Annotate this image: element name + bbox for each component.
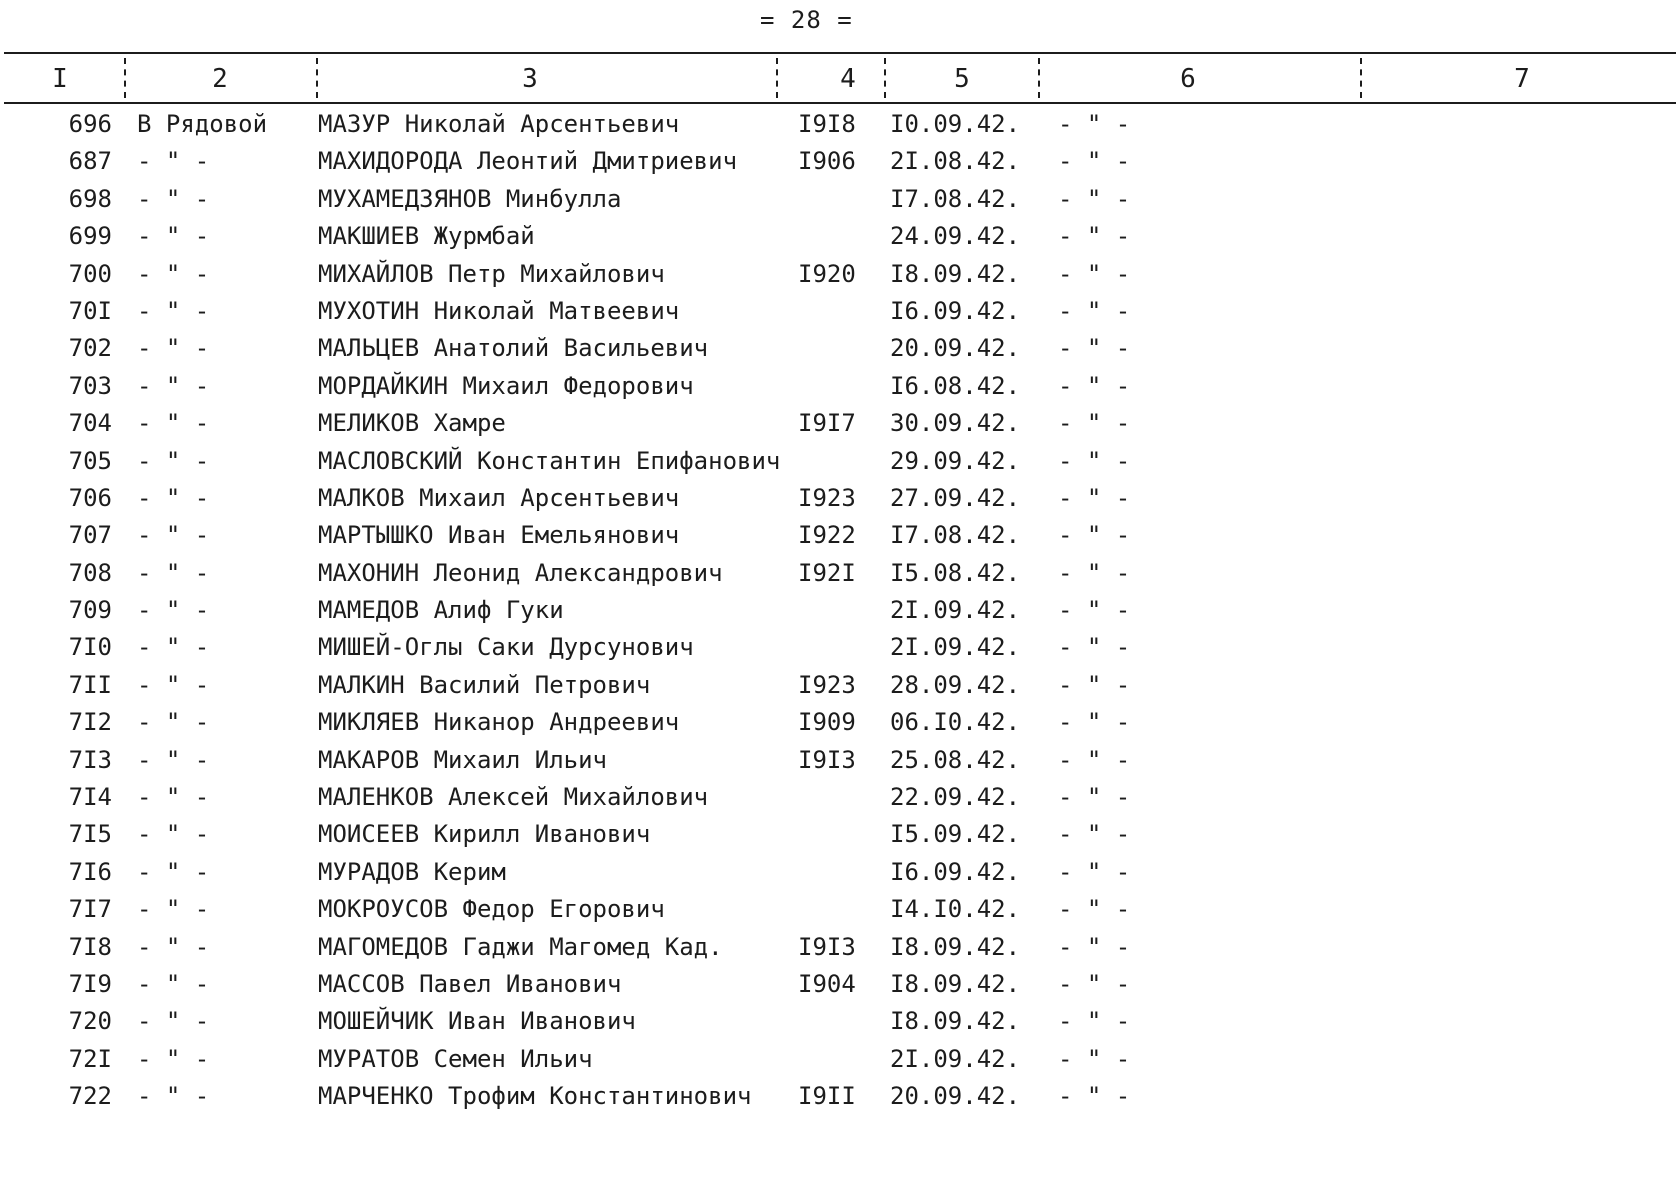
row-col6: - " -: [1058, 409, 1131, 438]
row-date: I0.09.42.: [890, 110, 1021, 138]
row-col6: - " -: [1058, 558, 1131, 587]
row-col6: - " -: [1058, 334, 1131, 363]
header-col-6: 6: [1180, 64, 1196, 94]
row-number: 7I3: [68, 745, 112, 774]
row-col6: - " -: [1058, 596, 1131, 625]
row-rank: - " -: [137, 222, 210, 251]
row-col6: - " -: [1058, 969, 1131, 998]
row-date: I8.09.42.: [890, 969, 1021, 998]
table-row: [0, 929, 1680, 966]
row-col6: - " -: [1058, 147, 1131, 176]
row-col6: - " -: [1058, 820, 1131, 849]
row-name: МАЗУР Николай Арсентьевич: [318, 110, 680, 138]
table-row: [0, 742, 1680, 779]
row-number: 700: [68, 259, 112, 288]
row-rank: - " -: [137, 371, 210, 400]
row-date: 2I.09.42.: [890, 1044, 1021, 1073]
row-number: 72I: [68, 1044, 112, 1073]
row-name: МАХОНИН Леонид Александрович: [318, 558, 723, 587]
row-date: I8.09.42.: [890, 1007, 1021, 1036]
row-rank: - " -: [137, 708, 210, 737]
row-number: 708: [68, 558, 112, 587]
row-birth-year: I9I3: [798, 745, 856, 774]
table-row: [0, 405, 1680, 442]
row-number: 702: [68, 334, 112, 363]
row-name: МАЛКОВ Михаил Арсентьевич: [318, 483, 680, 512]
row-date: 2I.08.42.: [890, 147, 1021, 176]
header-col-1: I: [52, 64, 68, 94]
row-name: МАРЧЕНКО Трофим Константинович: [318, 1082, 752, 1111]
row-name: МАГОМЕДОВ Гаджи Магомед Кад.: [318, 932, 723, 961]
row-date: I6.09.42.: [890, 296, 1021, 325]
row-col6: - " -: [1058, 633, 1131, 662]
row-rank: - " -: [137, 296, 210, 325]
row-date: 28.09.42.: [890, 670, 1021, 699]
row-date: 20.09.42.: [890, 1082, 1021, 1111]
table-row: [0, 891, 1680, 928]
row-rank: - " -: [137, 1044, 210, 1073]
row-rank: - " -: [137, 558, 210, 587]
row-number: 7I6: [68, 857, 112, 886]
row-col6: - " -: [1058, 222, 1131, 251]
row-number: 7I2: [68, 708, 112, 737]
row-col6: - " -: [1058, 670, 1131, 699]
row-date: I6.09.42.: [890, 857, 1021, 886]
row-col6: - " -: [1058, 296, 1131, 325]
row-name: МАКШИЕВ Журмбай: [318, 222, 535, 251]
row-rank: - " -: [137, 857, 210, 886]
header-col-3: 3: [522, 64, 538, 94]
table-row: [0, 667, 1680, 704]
row-rank: - " -: [137, 446, 210, 475]
row-name: МАРТЫШКО Иван Емельянович: [318, 521, 680, 550]
row-date: 20.09.42.: [890, 334, 1021, 363]
row-date: 30.09.42.: [890, 409, 1021, 438]
table-row: [0, 966, 1680, 1003]
row-name: МАМЕДОВ Алиф Гуки: [318, 596, 564, 625]
row-birth-year: I909: [798, 708, 856, 737]
row-name: МУРАДОВ Керим: [318, 857, 506, 886]
row-col6: - " -: [1058, 857, 1131, 886]
row-rank: - " -: [137, 895, 210, 924]
row-col6: - " -: [1058, 184, 1131, 213]
row-number: 7II: [68, 670, 112, 699]
row-rank: - " -: [137, 969, 210, 998]
row-name: МАЛЬЦЕВ Анатолий Васильевич: [318, 334, 709, 363]
row-name: МУРАТОВ Семен Ильич: [318, 1044, 593, 1073]
row-name: МОКРОУСОВ Федор Егорович: [318, 895, 665, 924]
row-col6: - " -: [1058, 110, 1131, 138]
row-number: 7I4: [68, 783, 112, 812]
table-row: [0, 293, 1680, 330]
header-separator: [776, 58, 780, 98]
row-number: 706: [68, 483, 112, 512]
row-number: 70I: [68, 296, 112, 325]
table-body: [0, 106, 1680, 1116]
row-rank: - " -: [137, 596, 210, 625]
row-rank: - " -: [137, 147, 210, 176]
row-name: МАЛЕНКОВ Алексей Михайлович: [318, 783, 709, 812]
table-top-rule: [4, 52, 1676, 54]
row-rank: - " -: [137, 1082, 210, 1111]
row-birth-year: I9II: [798, 1082, 856, 1111]
table-row: [0, 256, 1680, 293]
row-name: МУХАМЕДЗЯНОВ Минбулла: [318, 184, 622, 213]
row-birth-year: I906: [798, 147, 856, 176]
row-date: I5.08.42.: [890, 558, 1021, 587]
row-col6: - " -: [1058, 259, 1131, 288]
row-col6: - " -: [1058, 446, 1131, 475]
table-row: [0, 816, 1680, 853]
table-row: [0, 330, 1680, 367]
row-col6: - " -: [1058, 708, 1131, 737]
row-rank: - " -: [137, 670, 210, 699]
row-col6: - " -: [1058, 783, 1131, 812]
table-row: [0, 629, 1680, 666]
row-date: 25.08.42.: [890, 745, 1021, 774]
row-name: МОИСЕЕВ Кирилл Иванович: [318, 820, 651, 849]
row-col6: - " -: [1058, 1082, 1131, 1111]
table-row: [0, 1078, 1680, 1115]
row-name: МИХАЙЛОВ Петр Михайлович: [318, 259, 665, 288]
table-row: [0, 779, 1680, 816]
row-name: МИШЕЙ-Оглы Саки Дурсунович: [318, 633, 694, 662]
row-rank: - " -: [137, 633, 210, 662]
row-number: 687: [68, 147, 112, 176]
row-name: МИКЛЯЕВ Никанор Андреевич: [318, 708, 680, 737]
row-number: 722: [68, 1082, 112, 1111]
table-row: [0, 368, 1680, 405]
row-col6: - " -: [1058, 371, 1131, 400]
row-col6: - " -: [1058, 745, 1131, 774]
row-rank: - " -: [137, 409, 210, 438]
header-separator: [884, 58, 888, 98]
row-number: 720: [68, 1007, 112, 1036]
row-birth-year: I904: [798, 969, 856, 998]
row-birth-year: I923: [798, 483, 856, 512]
row-number: 699: [68, 222, 112, 251]
row-date: 06.I0.42.: [890, 708, 1021, 737]
row-col6: - " -: [1058, 483, 1131, 512]
table-row: [0, 704, 1680, 741]
row-date: I5.09.42.: [890, 820, 1021, 849]
row-rank: В Рядовой: [137, 110, 268, 138]
row-number: 705: [68, 446, 112, 475]
table-row: [0, 443, 1680, 480]
header-col-2: 2: [212, 64, 228, 94]
row-number: 698: [68, 184, 112, 213]
table-header-rule: [4, 102, 1676, 104]
table-header: [0, 64, 1680, 98]
row-name: МЕЛИКОВ Хамре: [318, 409, 506, 438]
header-separator: [1038, 58, 1042, 98]
row-date: I8.09.42.: [890, 932, 1021, 961]
row-col6: - " -: [1058, 895, 1131, 924]
row-name: МАСЛОВСКИЙ Константин Епифанович: [318, 446, 781, 475]
header-col-4: 4: [840, 64, 856, 94]
row-col6: - " -: [1058, 1044, 1131, 1073]
row-rank: - " -: [137, 521, 210, 550]
row-date: 2I.09.42.: [890, 596, 1021, 625]
row-number: 7I7: [68, 895, 112, 924]
table-row: [0, 1003, 1680, 1040]
row-rank: - " -: [137, 783, 210, 812]
row-name: МАЛКИН Василий Петрович: [318, 670, 651, 699]
row-number: 7I0: [68, 633, 112, 662]
row-rank: - " -: [137, 1007, 210, 1036]
row-col6: - " -: [1058, 1007, 1131, 1036]
page-number: = 28 =: [760, 6, 853, 34]
row-number: 704: [68, 409, 112, 438]
row-name: МАХИДОРОДА Леонтий Дмитриевич: [318, 147, 738, 176]
row-number: 703: [68, 371, 112, 400]
row-date: 27.09.42.: [890, 483, 1021, 512]
table-row: [0, 592, 1680, 629]
row-date: I6.08.42.: [890, 371, 1021, 400]
row-col6: - " -: [1058, 521, 1131, 550]
row-rank: - " -: [137, 932, 210, 961]
header-separator: [316, 58, 320, 98]
row-date: 22.09.42.: [890, 783, 1021, 812]
row-date: 29.09.42.: [890, 446, 1021, 475]
header-separator: [1360, 58, 1364, 98]
row-rank: - " -: [137, 334, 210, 363]
row-birth-year: I9I3: [798, 932, 856, 961]
row-rank: - " -: [137, 259, 210, 288]
row-name: МУХОТИН Николай Матвеевич: [318, 296, 680, 325]
header-col-5: 5: [954, 64, 970, 94]
row-birth-year: I923: [798, 670, 856, 699]
row-name: МОРДАЙКИН Михаил Федорович: [318, 371, 694, 400]
row-birth-year: I920: [798, 259, 856, 288]
table-row: [0, 517, 1680, 554]
header-separator: [124, 58, 128, 98]
row-rank: - " -: [137, 745, 210, 774]
header-col-7: 7: [1514, 64, 1530, 94]
row-date: 2I.09.42.: [890, 633, 1021, 662]
row-birth-year: I9I8: [798, 110, 856, 138]
row-number: 7I5: [68, 820, 112, 849]
row-number: 707: [68, 521, 112, 550]
row-birth-year: I9I7: [798, 409, 856, 438]
row-number: 709: [68, 596, 112, 625]
row-col6: - " -: [1058, 932, 1131, 961]
table-row: [0, 181, 1680, 218]
row-date: 24.09.42.: [890, 222, 1021, 251]
row-number: 696: [68, 110, 112, 138]
row-name: МАССОВ Павел Иванович: [318, 969, 622, 998]
table-row: [0, 555, 1680, 592]
row-rank: - " -: [137, 184, 210, 213]
table-row: [0, 854, 1680, 891]
row-rank: - " -: [137, 820, 210, 849]
row-number: 7I8: [68, 932, 112, 961]
row-birth-year: I92I: [798, 558, 856, 587]
table-row: [0, 143, 1680, 180]
row-rank: - " -: [137, 483, 210, 512]
row-birth-year: I922: [798, 521, 856, 550]
table-row: [0, 480, 1680, 517]
table-row: [0, 1041, 1680, 1078]
row-number: 7I9: [68, 969, 112, 998]
row-date: I8.09.42.: [890, 259, 1021, 288]
row-name: МАКАРОВ Михаил Ильич: [318, 745, 607, 774]
row-date: I4.I0.42.: [890, 895, 1021, 924]
row-name: МОШЕЙЧИК Иван Иванович: [318, 1007, 636, 1036]
table-row: [0, 218, 1680, 255]
table-row: [0, 106, 1680, 143]
row-date: I7.08.42.: [890, 521, 1021, 550]
row-date: I7.08.42.: [890, 184, 1021, 213]
